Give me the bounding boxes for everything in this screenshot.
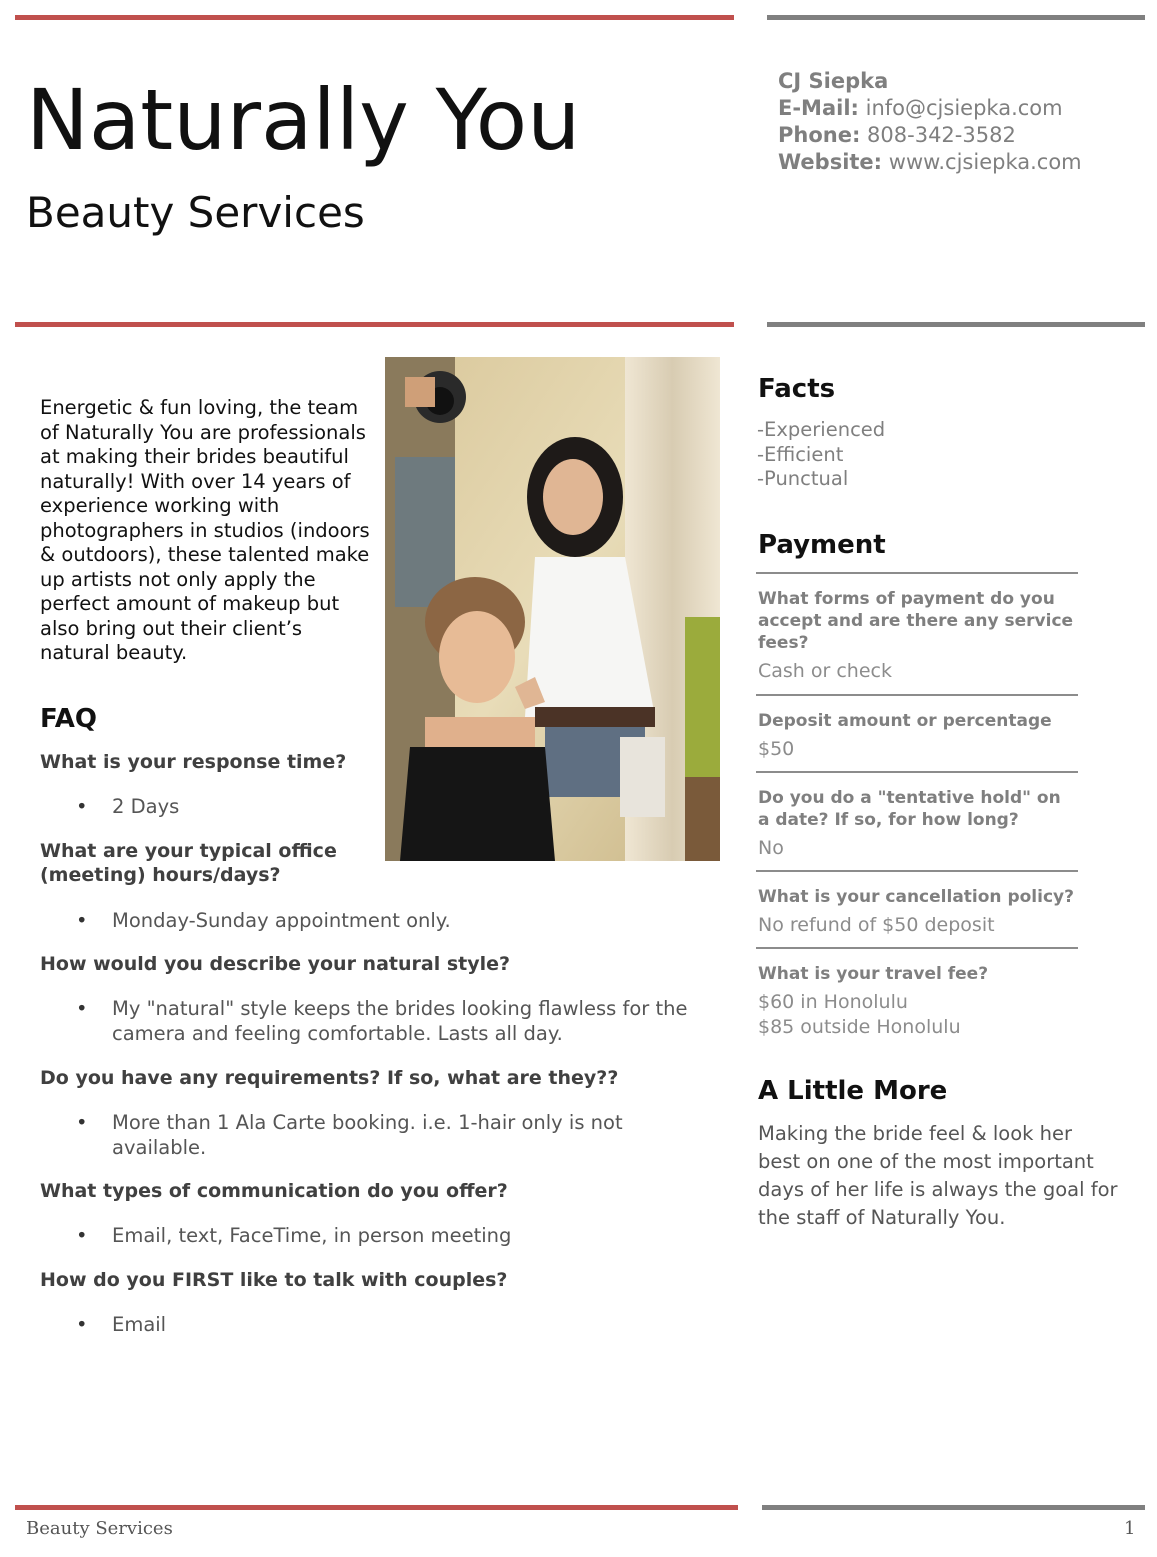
intro-paragraph: Energetic & fun loving, the team of Naturally You are professionals at making their brides beautiful naturally! With over 14 years of experience working with photographers in studios (indoors & outdoors), these talented make up artists not only apply the perfect amount of makeup but also bring out their client’s natural beauty. [40,396,370,664]
faq-question: How would you describe your natural style? [40,953,511,975]
faq-answer: • My "natural" style keeps the brides looking flawless for the camera and feeling comfortable. Lasts all day. [40,996,700,1046]
contact-block [778,68,1082,176]
payment-question: Do you do a "tentative hold" on a date? If so, for how long? [758,788,1061,830]
page-number: 1 [1124,1518,1136,1539]
faq-item [40,952,700,1046]
payment-item [758,588,1078,684]
faq-answer: • More than 1 Ala Carte booking. i.e. 1-hair only is not available. [40,1110,700,1160]
page-subtitle: Beauty Services [26,188,365,237]
divider [756,947,1078,949]
top-rule-left [15,15,734,20]
faq-answer: • Email, text, FaceTime, in person meeting [40,1223,700,1248]
faq-heading: FAQ [40,704,98,734]
faq-question: How do you FIRST like to talk with couples? [40,1269,508,1291]
fact-item: -Efficient [757,442,844,466]
footer-rule-left [15,1505,738,1510]
more-heading: A Little More [758,1076,948,1106]
payment-item [758,787,1078,861]
header-rule-right [767,322,1145,327]
facts-heading: Facts [758,374,836,404]
faq-item [40,1268,700,1337]
payment-answer: Cash or check [758,660,892,682]
faq-question: What are your typical office (meeting) hours/days? [40,840,337,886]
contact-name: CJ Siepka [778,69,889,93]
facts-list [757,418,885,492]
payment-question: Deposit amount or percentage [758,711,1052,731]
fact-item: -Punctual [757,467,849,490]
faq-answer: • 2 Days [40,794,700,819]
payment-answer: $50 [758,738,795,760]
faq-answer: • Email [40,1312,700,1337]
more-paragraph: Making the bride feel & look her best on one of the most important days of her life is always the goal for the staff of Naturally You. [758,1122,1118,1229]
footer-title: Beauty Services [26,1518,173,1539]
divider [756,572,1078,574]
faq-item [40,839,360,887]
payment-answer: $60 in Honolulu [758,991,908,1013]
faq-item [40,888,700,933]
faq-question: What types of communication do you offer? [40,1180,508,1202]
faq-item [40,750,700,819]
payment-question: What forms of payment do you accept and are there any service fees? [758,589,1074,653]
payment-question: What is your cancellation policy? [758,887,1074,907]
payment-answer: $85 outside Honolulu [758,1016,961,1038]
divider [756,771,1078,773]
faq-answer: • Monday-Sunday appointment only. [40,908,700,933]
fact-item: -Experienced [757,418,886,441]
footer-rule-right [762,1505,1145,1510]
faq-question: Do you have any requirements? If so, what are they?? [40,1067,619,1089]
payment-answer: No refund of $50 deposit [758,914,995,936]
payment-answer: No [758,837,784,859]
top-rule-right [767,15,1145,20]
faq-question: What is your response time? [40,751,347,773]
payment-question: What is your travel fee? [758,964,989,984]
payment-heading: Payment [758,530,886,560]
divider [756,870,1078,872]
payment-item [758,963,1078,1040]
divider [756,694,1078,696]
page-title: Naturally You [26,71,581,169]
payment-item [758,886,1078,938]
faq-item [40,1179,700,1248]
payment-item [758,710,1078,762]
contact-email[interactable]: E-Mail: info@cjsiepka.com [778,96,1063,120]
faq-item [40,1066,700,1160]
contact-website[interactable]: Website: www.cjsiepka.com [778,150,1082,174]
contact-phone: Phone: 808-342-3582 [778,123,1016,147]
header-rule-left [15,322,734,327]
